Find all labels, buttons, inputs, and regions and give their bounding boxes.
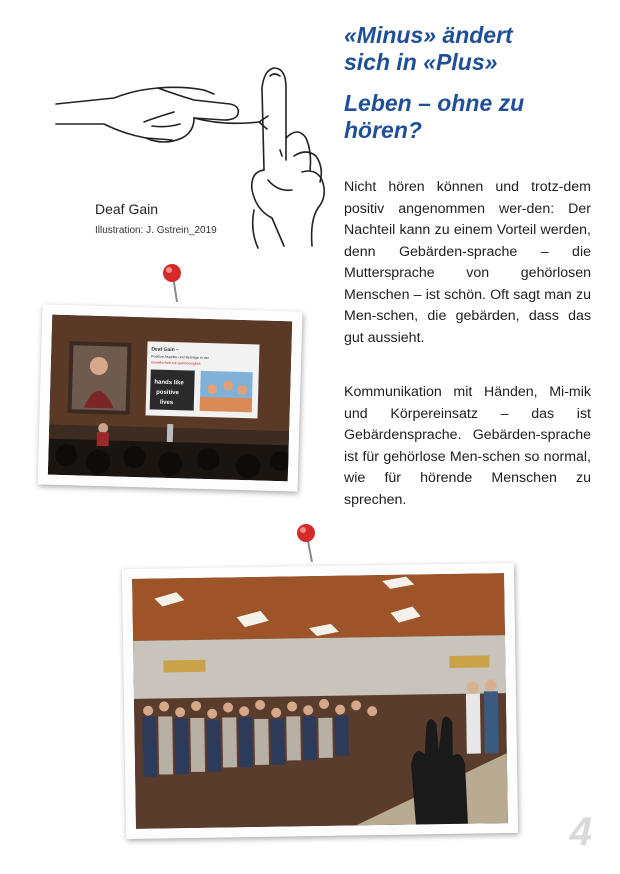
subtitle-line-2: hören? [344, 117, 422, 143]
slide-title: Deaf Gain – [151, 346, 179, 354]
title-line-2: sich in «Plus» [344, 49, 498, 75]
page-subtitle [344, 90, 604, 144]
conference-photo [38, 304, 303, 491]
illustration-caption-title: Deaf Gain [95, 201, 159, 217]
red-pushpin-icon [292, 522, 322, 562]
sign-language-hands-illustration [54, 60, 336, 250]
slide-subtitle: Positive Aspekte und Beiträge in der [151, 354, 209, 361]
hall-audience-photo [122, 563, 518, 839]
page-number: 4 [569, 810, 592, 854]
paragraph-1: Nicht hören können und trotz-dem positiv angenommen wer-den: Der Nachteil kann zu einem Vorteil werden, denn Gebärden-sprache – die Muttersprache von gehörlosen Menschen – ist schön. Oft sagt man zu Men-schen, die gebärden, dass das gut aussieht. [344, 179, 591, 346]
red-pushpin-icon [158, 262, 188, 302]
slide-image-text-2: positive [156, 389, 179, 397]
paragraph-2: Kommunikation mit Händen, Mi-mik und Körpereinsatz – das ist Gebärdensprache. Gebärden-sprache ist für gehörlose Men-schen so normal, wie für hörende Menschen zu sprechen. [344, 384, 591, 508]
page-title [344, 22, 604, 76]
slide-image-text-1: hands like [154, 379, 184, 387]
title-line-1: «Minus» ändert [344, 22, 513, 48]
illustration-credit: Illustration: J. Gstrein_2019 [95, 225, 217, 236]
slide-red-line: Gesellschaft mit Gehörlosigkeit [150, 360, 201, 366]
subtitle-line-1: Leben – ohne zu [344, 90, 525, 116]
slide-image-text-3: lives [159, 399, 174, 407]
